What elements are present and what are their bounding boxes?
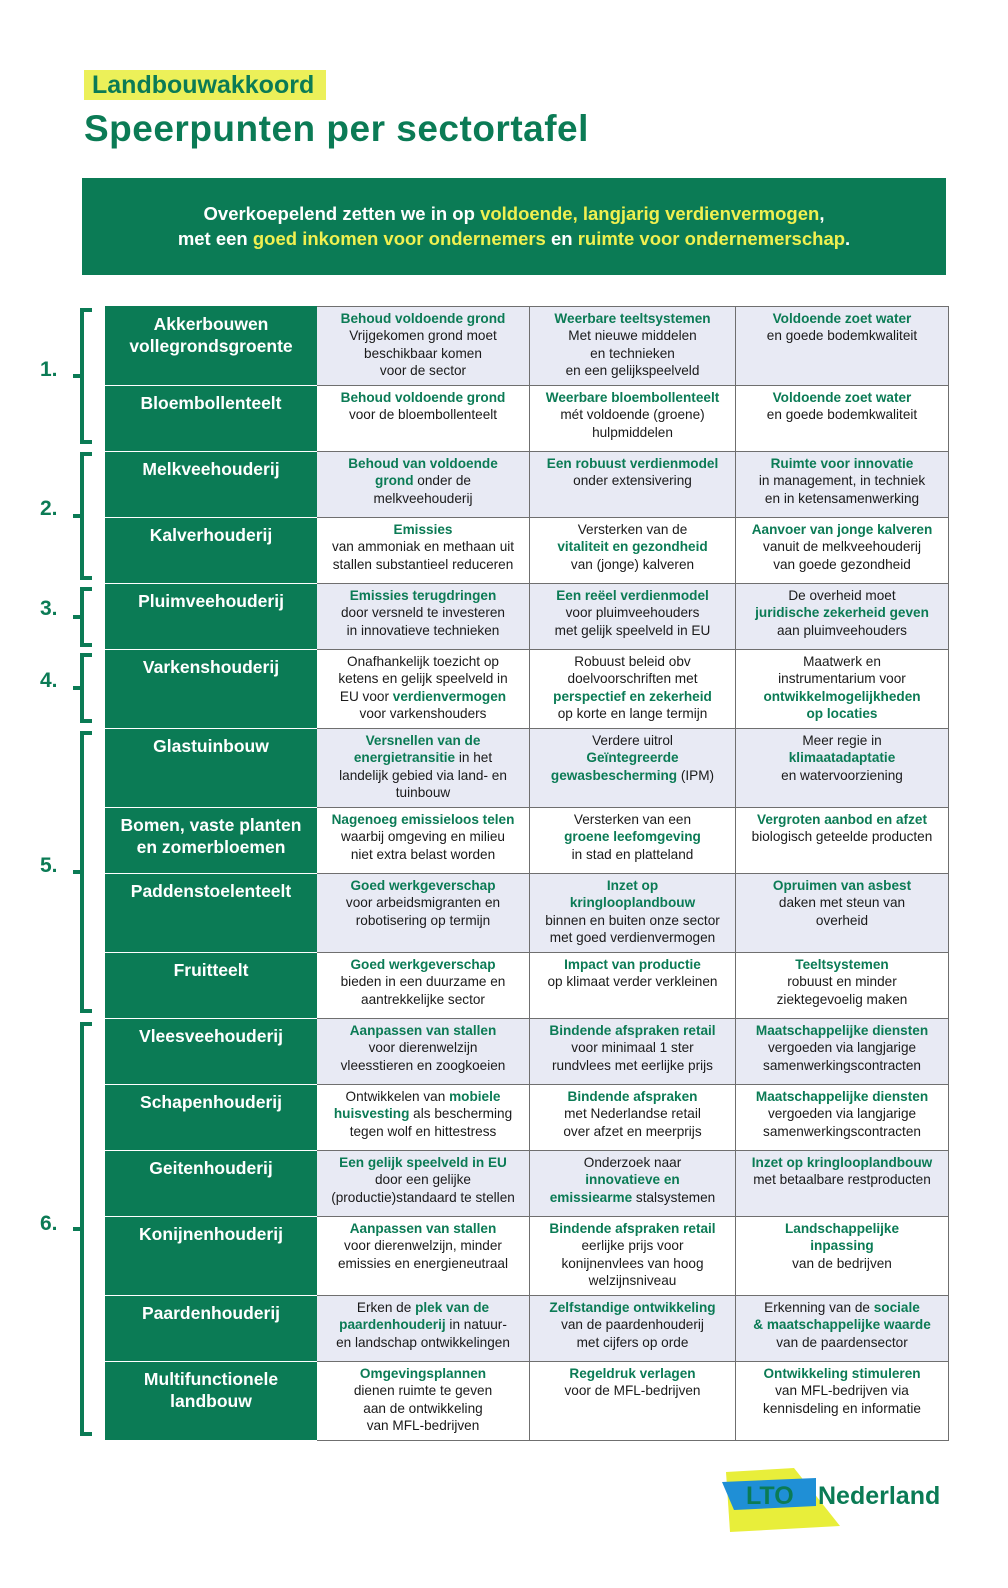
speerpunt-highlight: paardenhouderij — [339, 1317, 446, 1333]
banner-text: . — [845, 228, 851, 249]
sector-name: Pluimveehouderij — [106, 584, 317, 650]
speerpunt-highlight: Een reëel verdienmodel — [556, 588, 709, 603]
speerpunt-cell — [736, 452, 949, 518]
speerpunt-cell — [530, 874, 736, 953]
speerpunt-highlight: Opruimen van asbest — [772, 878, 912, 893]
table-row — [106, 584, 949, 650]
speerpunt-cell — [736, 307, 949, 386]
table-row — [106, 953, 949, 1019]
speerpunt-highlight: Impact van productie — [564, 957, 701, 972]
speerpunt-cell — [317, 1085, 530, 1151]
speerpunt-highlight: gewasbescherming — [550, 767, 678, 783]
speerpunt-text: robotisering op termijn — [355, 912, 491, 928]
speerpunt-highlight: Een robuust verdienmodel — [546, 456, 719, 471]
speerpunt-text: met cijfers op orde — [576, 1334, 689, 1350]
speerpunt-cell — [317, 1362, 530, 1441]
speerpunt-cell — [530, 953, 736, 1019]
speerpunt-highlight: Inzet op kringlooplandbouw — [751, 1155, 933, 1170]
speerpunt-cell — [530, 650, 736, 729]
speerpunt-cell — [736, 874, 949, 953]
speerpunt-text: onder extensivering — [573, 473, 692, 489]
speerpunt-text: bieden in een duurzame en — [340, 974, 506, 990]
speerpunt-text: en watervoorziening — [781, 767, 903, 783]
sector-name: Geitenhouderij — [106, 1151, 317, 1217]
speerpunt-cell — [530, 307, 736, 386]
speerpunt-text: Erkenning van de — [764, 1300, 874, 1315]
speerpunt-text: van ammoniak en methaan uit — [331, 539, 515, 555]
speerpunt-cell — [736, 584, 949, 650]
group-number: 2. — [40, 497, 58, 520]
group-bracket — [80, 452, 92, 580]
speerpunt-text: met gelijk speelveld in EU — [554, 622, 711, 638]
group-number: 1. — [40, 358, 58, 381]
table-row — [106, 518, 949, 584]
speerpunt-highlight: Regeldruk verlagen — [569, 1366, 696, 1381]
group-number: 3. — [40, 597, 58, 620]
sector-name: Akkerbouwen vollegrondsgroente — [106, 307, 317, 386]
page-title: Speerpunten per sectortafel — [84, 108, 589, 149]
speerpunt-highlight: Versnellen van de — [365, 733, 481, 748]
speerpunt-text: (productie)standaard te stellen — [331, 1189, 515, 1205]
group-bracket — [80, 731, 92, 1013]
speerpunt-text: welzijnsniveau — [588, 1273, 677, 1289]
speerpunt-cell — [530, 518, 736, 584]
speerpunt-text: van de paardenhouderij — [561, 1317, 704, 1333]
table-row — [106, 729, 949, 808]
speerpunt-text: Verdere uitrol — [592, 733, 673, 748]
speerpunt-text: EU voor — [339, 688, 393, 704]
banner-text: , — [819, 203, 825, 224]
sector-name: Schapenhouderij — [106, 1085, 317, 1151]
speerpunt-text: van (jonge) kalveren — [570, 556, 695, 572]
sector-name: Paardenhouderij — [106, 1296, 317, 1362]
speerpunt-highlight: Voldoende zoet water — [772, 390, 912, 405]
speerpunt-cell — [736, 1217, 949, 1296]
speerpunt-highlight: groene leefomgeving — [564, 829, 701, 845]
speerpunt-cell — [530, 1217, 736, 1296]
speerpunt-text: voor dierenwelzijn — [368, 1040, 478, 1056]
speerpunt-cell — [736, 1151, 949, 1217]
speerpunt-text: in het — [455, 750, 493, 766]
speerpunt-text: aan pluimveehouders — [777, 622, 907, 638]
speerpunt-text: ketens en gelijk speelveld in — [338, 671, 508, 687]
speerpunt-highlight: Teeltsystemen — [795, 957, 889, 972]
speerpunt-highlight: Ruimte voor innovatie — [770, 456, 914, 471]
speerpunt-highlight: Voldoende zoet water — [772, 311, 912, 326]
speerpunt-text: en in ketensamenwerking — [764, 490, 920, 506]
speerpunt-text: beschikbaar komen — [364, 345, 482, 361]
speerpunt-highlight: Landschappelijke — [784, 1221, 900, 1236]
speerpunt-text: aan de ontwikkeling — [363, 1400, 483, 1416]
speerpunt-cell — [530, 1085, 736, 1151]
speerpunt-text: met Nederlandse retail — [564, 1106, 701, 1122]
speerpunt-highlight: Aanpassen van stallen — [349, 1221, 497, 1236]
sector-name: Multifunctionele landbouw — [106, 1362, 317, 1441]
group-bracket — [80, 308, 92, 444]
table-row — [106, 650, 949, 729]
speerpunt-text: voor de MFL-bedrijven — [564, 1383, 701, 1399]
speerpunt-text: (IPM) — [677, 767, 715, 783]
speerpunt-highlight: Ontwikkeling stimuleren — [763, 1366, 921, 1381]
speerpunt-text: Ontwikkelen van — [345, 1089, 450, 1104]
speerpunt-cell — [530, 808, 736, 874]
speerpunt-text: vleesstieren en zoogkoeien — [340, 1057, 506, 1073]
speerpunt-highlight: juridische zekerheid geven — [755, 605, 929, 621]
banner-text: Overkoepelend zetten we in op — [203, 203, 481, 224]
speerpunt-highlight: ontwikkelmogelijkheden — [763, 688, 921, 704]
sector-name: Kalverhouderij — [106, 518, 317, 584]
speerpunt-text: vergoeden via langjarige — [767, 1106, 917, 1122]
table-row — [106, 874, 949, 953]
speerpunt-highlight: vitaliteit en gezondheid — [557, 539, 708, 555]
table-row — [106, 1296, 949, 1362]
speerpunt-highlight: Nagenoeg emissieloos telen — [331, 812, 515, 827]
speerpunt-text: en goede bodemkwaliteit — [766, 328, 918, 344]
speerpunt-cell — [317, 953, 530, 1019]
speerpunt-highlight: Goed werkgeverschap — [350, 957, 496, 972]
speerpunt-text: rundvlees met eerlijke prijs — [552, 1057, 713, 1073]
speerpunt-text: van MFL-bedrijven — [366, 1418, 480, 1434]
speerpunt-cell — [317, 1019, 530, 1085]
speerpunt-text: mét voldoende (groene) — [560, 407, 705, 423]
speerpunt-cell — [317, 307, 530, 386]
table-row — [106, 307, 949, 386]
speerpunt-cell — [736, 953, 949, 1019]
sector-name: Melkveehouderij — [106, 452, 317, 518]
lto-wordmark: Nederland — [818, 1482, 941, 1510]
speerpunt-text: voor arbeidsmigranten en — [345, 895, 501, 911]
speerpunt-highlight: innovatieve en — [585, 1172, 680, 1188]
sector-name: Vleesveehouderij — [106, 1019, 317, 1085]
speerpunt-text: samenwerkingscontracten — [763, 1123, 921, 1139]
speerpunt-highlight: huisvesting — [333, 1106, 410, 1122]
group-bracket — [80, 1022, 92, 1436]
speerpunt-cell — [736, 1296, 949, 1362]
speerpunt-text: Met nieuwe middelen — [568, 328, 697, 344]
speerpunt-text: Meer regie in — [802, 733, 882, 748]
speerpunt-text: robuust en minder — [787, 974, 897, 990]
group-number: 5. — [40, 854, 58, 877]
speerpunt-text: Onafhankelijk toezicht op — [347, 654, 499, 669]
speerpunt-text: aantrekkelijke sector — [361, 991, 485, 1007]
speerpunt-cell — [530, 584, 736, 650]
speerpunt-cell — [317, 452, 530, 518]
speerpunt-text: dienen ruimte te geven — [353, 1383, 493, 1399]
speerpunt-highlight: Inzet op — [606, 878, 659, 893]
speerpunt-highlight: Een gelijk speelveld in EU — [339, 1155, 507, 1170]
speerpunt-highlight: kringlooplandbouw — [569, 895, 696, 911]
speerpunt-highlight: Maatschappelijke diensten — [755, 1023, 929, 1038]
speerpunt-text: binnen en buiten onze sector — [545, 912, 720, 928]
header-tag: Landbouwakkoord — [84, 70, 326, 100]
sector-name: Bloembollenteelt — [106, 386, 317, 452]
speerpunt-cell — [530, 1019, 736, 1085]
lto-badge: LTO — [746, 1482, 794, 1510]
speerpunt-highlight: Weerbare teeltsystemen — [554, 311, 711, 326]
speerpunt-text: Erken de — [356, 1300, 416, 1315]
speerpunt-cell — [736, 386, 949, 452]
speerpunt-text: op klimaat verder verkleinen — [547, 974, 718, 990]
speerpunt-highlight: Behoud voldoende grond — [340, 390, 506, 405]
table-row — [106, 1019, 949, 1085]
speerpunt-text: stalsystemen — [632, 1189, 716, 1205]
speerpunt-text: in natuur- — [445, 1317, 507, 1333]
speerpunt-text: samenwerkingscontracten — [763, 1057, 921, 1073]
speerpunt-highlight: plek van de — [415, 1300, 490, 1315]
speerpunt-text: tegen wolf en hittestress — [349, 1123, 497, 1139]
speerpunt-text: Maatwerk en — [803, 654, 881, 669]
speerpunt-text: Robuust beleid obv — [574, 654, 691, 669]
banner-highlight: voldoende, langjarig verdienvermogen — [480, 203, 820, 224]
speerpunt-text: onder de — [413, 473, 471, 489]
speerpunt-highlight: grond — [375, 473, 414, 489]
sector-name: Glastuinbouw — [106, 729, 317, 808]
speerpunten-table — [105, 306, 949, 1441]
table-row — [106, 1151, 949, 1217]
speerpunt-highlight: Zelfstandige ontwikkeling — [549, 1300, 716, 1315]
speerpunt-cell — [736, 729, 949, 808]
speerpunt-highlight: Bindende afspraken — [567, 1089, 698, 1104]
speerpunt-text: Versterken van de — [577, 522, 688, 537]
speerpunt-text: van MFL-bedrijven via — [775, 1383, 909, 1399]
speerpunt-text: biologisch geteelde producten — [751, 829, 933, 845]
speerpunt-text: melkveehouderij — [373, 490, 473, 506]
speerpunt-text: overheid — [815, 912, 869, 928]
banner-text: en — [545, 228, 578, 249]
speerpunt-highlight: verdienvermogen — [392, 688, 507, 704]
speerpunt-text: voor de bloembollenteelt — [348, 407, 498, 423]
speerpunt-cell — [736, 1085, 949, 1151]
speerpunt-highlight: mobiele — [449, 1089, 501, 1104]
speerpunt-highlight: perspectief en zekerheid — [553, 688, 712, 704]
speerpunt-highlight: emissiearme — [549, 1189, 633, 1205]
sector-name: Fruitteelt — [106, 953, 317, 1019]
speerpunt-highlight: Bindende afspraken retail — [549, 1023, 716, 1038]
speerpunt-text: Versterken van een — [573, 812, 692, 827]
speerpunt-text: instrumentarium voor — [778, 671, 906, 687]
speerpunt-cell — [317, 386, 530, 452]
speerpunt-text: met betaalbare restproducten — [753, 1172, 931, 1188]
speerpunt-text: voor minimaal 1 ster — [571, 1040, 694, 1056]
speerpunt-cell — [736, 808, 949, 874]
speerpunt-text: waarbij omgeving en milieu — [341, 829, 505, 845]
speerpunt-cell — [736, 518, 949, 584]
speerpunt-cell — [317, 1296, 530, 1362]
speerpunt-highlight: Behoud voldoende grond — [340, 311, 506, 326]
sector-name: Varkenshouderij — [106, 650, 317, 729]
speerpunt-highlight: op locaties — [806, 706, 878, 722]
lto-logo — [720, 1468, 950, 1532]
speerpunt-cell — [530, 729, 736, 808]
speerpunt-text: met goed verdienvermogen — [549, 930, 716, 946]
sector-name: Konijnenhouderij — [106, 1217, 317, 1296]
speerpunt-text: doelvoorschriften met — [567, 671, 698, 687]
speerpunt-highlight: klimaatadaptatie — [788, 750, 896, 766]
speerpunt-highlight: Weerbare bloembollenteelt — [545, 390, 720, 405]
speerpunt-text: in innovatieve technieken — [346, 622, 500, 638]
speerpunt-cell — [530, 1296, 736, 1362]
intro-banner — [82, 178, 946, 275]
speerpunt-text: daken met steun van — [778, 895, 906, 911]
speerpunt-text: van de paardensector — [776, 1334, 908, 1350]
speerpunt-cell — [736, 650, 949, 729]
speerpunt-text: door versneld te investeren — [341, 605, 505, 621]
speerpunt-cell — [530, 386, 736, 452]
speerpunt-cell — [530, 1151, 736, 1217]
speerpunt-text: tuinbouw — [395, 785, 451, 801]
speerpunt-cell — [317, 518, 530, 584]
speerpunt-cell — [317, 1151, 530, 1217]
speerpunt-highlight: Vergroten aanbod en afzet — [757, 812, 927, 827]
speerpunt-text: konijnenvlees van hoog — [561, 1255, 704, 1271]
speerpunt-text: en landschap ontwikkelingen — [336, 1334, 510, 1350]
speerpunt-text: De overheid moet — [788, 588, 896, 603]
speerpunt-text: als bescherming — [409, 1106, 513, 1122]
speerpunt-text: voor pluimveehouders — [565, 605, 700, 621]
speerpunt-highlight: Behoud van voldoende — [348, 456, 498, 471]
speerpunt-highlight: Maatschappelijke diensten — [755, 1089, 929, 1104]
speerpunt-cell — [317, 808, 530, 874]
speerpunt-highlight: Bindende afspraken retail — [549, 1221, 716, 1236]
speerpunt-highlight: Emissies — [393, 522, 453, 537]
table-row — [106, 1085, 949, 1151]
speerpunt-text: Vrijgekomen grond moet — [349, 328, 497, 344]
speerpunt-text: voor de sector — [379, 363, 467, 379]
speerpunt-highlight: Aanpassen van stallen — [349, 1023, 497, 1038]
speerpunt-cell — [736, 1019, 949, 1085]
speerpunt-cell — [530, 1362, 736, 1441]
speerpunt-text: en een gelijkspeelveld — [565, 363, 700, 379]
speerpunt-cell — [317, 650, 530, 729]
table-row — [106, 1362, 949, 1441]
speerpunt-highlight: inpassing — [810, 1238, 874, 1254]
speerpunt-text: ziektegevoelig maken — [776, 991, 908, 1007]
speerpunt-text: voor dierenwelzijn, minder — [344, 1238, 502, 1254]
speerpunt-cell — [736, 1362, 949, 1441]
speerpunt-text: voor varkenshouders — [359, 706, 487, 722]
sector-name: Bomen, vaste planten en zomerbloemen — [106, 808, 317, 874]
speerpunt-text: vergoeden via langjarige — [767, 1040, 917, 1056]
speerpunt-highlight: Geïntegreerde — [586, 750, 679, 766]
speerpunt-text: en goede bodemkwaliteit — [766, 407, 918, 423]
speerpunt-text: hulpmiddelen — [592, 424, 673, 440]
speerpunt-text: kennisdeling en informatie — [763, 1400, 921, 1416]
speerpunt-text: in stad en platteland — [571, 846, 694, 862]
speerpunt-text: door een gelijke — [375, 1172, 471, 1188]
speerpunt-cell — [530, 452, 736, 518]
speerpunt-text: over afzet en meerprijs — [563, 1123, 702, 1139]
speerpunt-text: in management, in techniek — [758, 473, 926, 489]
speerpunt-highlight: & maatschappelijke waarde — [753, 1317, 931, 1333]
speerpunt-text: niet extra belast worden — [350, 846, 496, 862]
speerpunt-text: emissies en energieneutraal — [337, 1255, 509, 1271]
speerpunt-highlight: energietransitie — [353, 750, 456, 766]
group-bracket — [80, 587, 92, 647]
speerpunt-highlight: Emissies terugdringen — [349, 588, 497, 603]
table-row — [106, 1217, 949, 1296]
speerpunt-text: op korte en lange termijn — [557, 706, 708, 722]
speerpunt-text: en technieken — [590, 345, 675, 361]
group-number: 6. — [40, 1212, 58, 1235]
table-row — [106, 452, 949, 518]
table-row — [106, 808, 949, 874]
speerpunt-cell — [317, 584, 530, 650]
banner-highlight: ruimte voor ondernemerschap — [577, 228, 846, 249]
speerpunt-text: stallen substantieel reduceren — [332, 556, 514, 572]
speerpunt-cell — [317, 874, 530, 953]
speerpunt-highlight: sociale — [873, 1300, 920, 1315]
group-bracket — [80, 653, 92, 723]
speerpunt-text: landelijk gebied via land- en — [339, 767, 507, 783]
group-number: 4. — [40, 669, 58, 692]
speerpunt-highlight: Omgevingsplannen — [359, 1366, 487, 1381]
speerpunt-text: van de bedrijven — [792, 1255, 892, 1271]
speerpunt-highlight: Aanvoer van jonge kalveren — [751, 522, 933, 537]
sector-name: Paddenstoelenteelt — [106, 874, 317, 953]
speerpunt-cell — [317, 729, 530, 808]
banner-text: met een — [177, 228, 253, 249]
table-row — [106, 386, 949, 452]
speerpunt-text: Onderzoek naar — [583, 1155, 682, 1170]
speerpunt-text: eerlijke prijs voor — [581, 1238, 684, 1254]
speerpunt-highlight: Goed werkgeverschap — [350, 878, 496, 893]
speerpunt-text: van goede gezondheid — [773, 556, 911, 572]
banner-highlight: goed inkomen voor ondernemers — [252, 228, 546, 249]
speerpunt-text: vanuit de melkveehouderij — [763, 539, 921, 555]
speerpunt-cell — [317, 1217, 530, 1296]
